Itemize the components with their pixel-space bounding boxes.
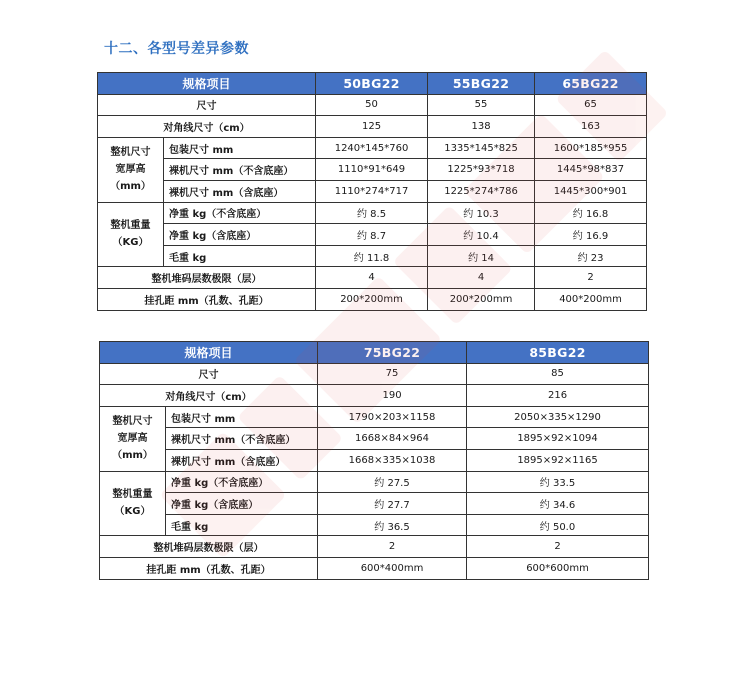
header-model: 50BG22 [316,73,428,95]
table-row [100,449,649,471]
cell: 约 34.6 [467,493,649,515]
spec-table-2 [99,341,649,580]
cell: 2050×335×1290 [467,406,649,428]
cell: 1668×335×1038 [318,449,467,471]
cell: 200*200mm [428,288,535,310]
row-label-bare-size-no-stand: 裸机尺寸 mm（不含底座） [164,159,316,181]
header-model: 75BG22 [318,342,467,364]
table-header-row [100,342,649,364]
table-row [98,116,647,138]
cell: 1335*145*825 [428,137,535,159]
row-label-vesa: 挂孔距 mm（孔数、孔距） [98,288,316,310]
cell: 190 [318,385,467,407]
cell: 约 27.7 [318,493,467,515]
cell: 1600*185*955 [535,137,647,159]
row-label-package-size: 包装尺寸 mm [164,137,316,159]
table-row [100,493,649,515]
table-row [100,406,649,428]
row-label-diagonal: 对角线尺寸（cm） [100,385,318,407]
header-model: 55BG22 [428,73,535,95]
cell: 约 8.5 [316,202,428,224]
cell: 1445*300*901 [535,180,647,202]
cell: 65 [535,94,647,116]
table-row [98,245,647,267]
group-label-dimensions [100,406,166,471]
cell: 1110*274*717 [316,180,428,202]
cell: 约 33.5 [467,471,649,493]
row-label-net-weight-no-stand: 净重 kg（不含底座） [166,471,318,493]
cell: 4 [428,267,535,289]
row-label-stack-limit: 整机堆码层数极限（层） [98,267,316,289]
row-label-vesa: 挂孔距 mm（孔数、孔距） [100,557,318,579]
cell: 1110*91*649 [316,159,428,181]
row-label-net-weight-no-stand: 净重 kg（不含底座） [164,202,316,224]
cell: 600*600mm [467,557,649,579]
cell: 约 10.3 [428,202,535,224]
row-label-package-size: 包装尺寸 mm [166,406,318,428]
cell: 约 36.5 [318,514,467,536]
table-row [100,363,649,385]
row-label-size: 尺寸 [100,363,318,385]
table-row [98,180,647,202]
cell: 约 16.8 [535,202,647,224]
cell: 600*400mm [318,557,467,579]
cell: 400*200mm [535,288,647,310]
row-label-gross-weight: 毛重 kg [164,245,316,267]
cell: 约 27.5 [318,471,467,493]
group-label-dimensions [98,137,164,202]
cell: 216 [467,385,649,407]
table-row [100,514,649,536]
cell: 200*200mm [316,288,428,310]
cell: 85 [467,363,649,385]
cell: 2 [318,536,467,558]
table-row [98,94,647,116]
row-label-bare-size-with-stand: 裸机尺寸 mm（含底座） [166,449,318,471]
table-row [100,557,649,579]
row-label-bare-size-with-stand: 裸机尺寸 mm（含底座） [164,180,316,202]
table-row [100,536,649,558]
cell: 4 [316,267,428,289]
table-row [98,224,647,246]
header-model: 65BG22 [535,73,647,95]
group-label-text: 整机重量 （KG） [110,220,151,249]
row-label-gross-weight: 毛重 kg [166,514,318,536]
row-label-stack-limit: 整机堆码层数极限（层） [100,536,318,558]
row-label-net-weight-with-stand: 净重 kg（含底座） [164,224,316,246]
cell: 1445*98*837 [535,159,647,181]
cell: 75 [318,363,467,385]
table-row [100,385,649,407]
spec-table-1 [97,72,647,311]
cell: 约 8.7 [316,224,428,246]
cell: 50 [316,94,428,116]
row-label-size: 尺寸 [98,94,316,116]
cell: 1668×84×964 [318,428,467,450]
group-label-text: 整机重量 （KG） [112,489,153,518]
header-spec: 规格项目 [100,342,318,364]
cell: 2 [535,267,647,289]
cell: 约 11.8 [316,245,428,267]
row-label-net-weight-with-stand: 净重 kg（含底座） [166,493,318,515]
group-label-weight [100,471,166,536]
cell: 1240*145*760 [316,137,428,159]
cell: 1790×203×1158 [318,406,467,428]
table-header-row [98,73,647,95]
row-label-diagonal: 对角线尺寸（cm） [98,116,316,138]
table-row [98,202,647,224]
cell: 1225*93*718 [428,159,535,181]
cell: 138 [428,116,535,138]
cell: 约 50.0 [467,514,649,536]
section-title: 十二、各型号差异参数 [104,41,249,57]
group-label-text: 整机尺寸 宽厚高 （mm） [112,416,153,462]
cell: 约 16.9 [535,224,647,246]
group-label-weight [98,202,164,267]
table-row [100,471,649,493]
cell: 55 [428,94,535,116]
cell: 2 [467,536,649,558]
row-label-bare-size-no-stand: 裸机尺寸 mm（不含底座） [166,428,318,450]
table-row [98,137,647,159]
cell: 1225*274*786 [428,180,535,202]
table-row [98,159,647,181]
table-row [98,267,647,289]
cell: 1895×92×1094 [467,428,649,450]
header-spec: 规格项目 [98,73,316,95]
cell: 约 14 [428,245,535,267]
header-model: 85BG22 [467,342,649,364]
cell: 约 10.4 [428,224,535,246]
group-label-text: 整机尺寸 宽厚高 （mm） [110,147,151,193]
cell: 163 [535,116,647,138]
cell: 125 [316,116,428,138]
cell: 1895×92×1165 [467,449,649,471]
cell: 约 23 [535,245,647,267]
table-row [98,288,647,310]
table-row [100,428,649,450]
